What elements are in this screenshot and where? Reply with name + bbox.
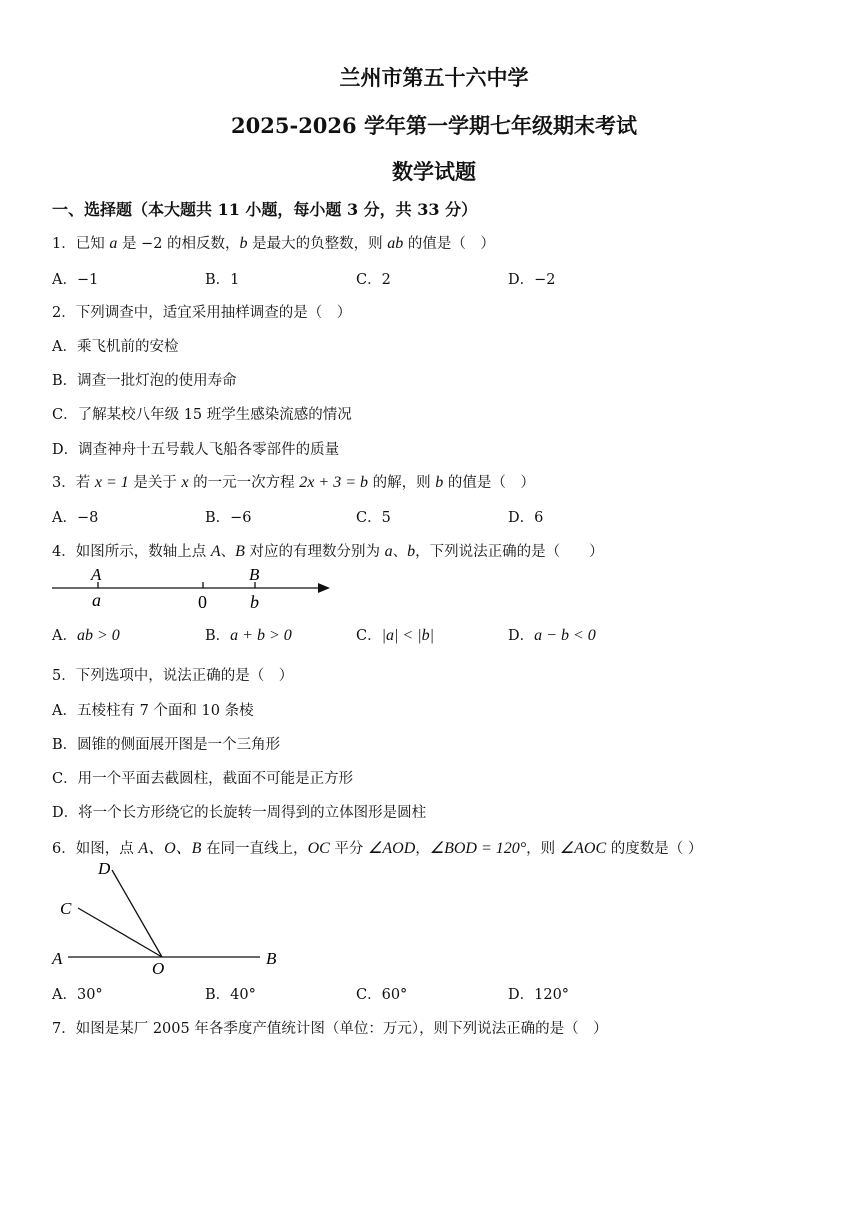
- axis-arrow-icon: [318, 583, 330, 593]
- question-4-option-a: A．ab > 0: [52, 627, 120, 644]
- question-5-option-c: C．用一个平面去截圆柱，截面不可能是正方形: [52, 771, 354, 787]
- label-B: B: [249, 565, 260, 584]
- question-1-option-b: B．1: [205, 272, 240, 288]
- question-3-option-b: B．−6: [205, 510, 252, 526]
- ray-OC: [78, 908, 162, 957]
- question-1-option-c: C．2: [356, 272, 391, 288]
- question-2-option-b: B．调查一批灯泡的使用寿命: [52, 373, 237, 389]
- question-5-stem: 5．下列选项中，说法正确的是（ ）: [52, 668, 294, 684]
- label-O: O: [152, 959, 165, 978]
- question-2-option-c: C．了解某校八年级 15 班学生感染流感的情况: [52, 407, 352, 423]
- label-D: D: [98, 859, 111, 878]
- question-2-stem: 2．下列调查中，适宜采用抽样调查的是（ ）: [52, 305, 352, 321]
- question-4-option-b: B．a + b > 0: [205, 627, 292, 644]
- question-3-option-c: C．5: [356, 510, 391, 526]
- question-7-stem: 7．如图是某厂 2005 年各季度产值统计图（单位：万元），则下列说法正确的是（ ）: [52, 1021, 608, 1037]
- question-4-stem: 4．如图所示，数轴上点 A、B 对应的有理数分别为 a、b，下列说法正确的是（ ）: [52, 543, 604, 560]
- label-zero: 0: [198, 592, 207, 612]
- question-2-option-d: D．调查神舟十五号载人飞船各零部件的质量: [52, 442, 340, 458]
- question-3-option-d: D．6: [508, 510, 544, 526]
- label-A: A: [52, 949, 63, 968]
- question-1-option-d: D．−2: [508, 272, 556, 288]
- question-6-option-d: D．120°: [508, 987, 570, 1003]
- number-line-figure: [48, 562, 338, 616]
- label-C: C: [60, 899, 72, 918]
- question-3-stem: 3．若 x = 1 是关于 x 的一元一次方程 2x + 3 = b 的解，则 b 的值是（ ）: [52, 474, 535, 491]
- school-title: 兰州市第五十六中学: [339, 65, 529, 90]
- question-3-option-a: A．−8: [52, 510, 99, 526]
- label-A: A: [91, 565, 102, 584]
- question-5-option-a: A．五棱柱有 7 个面和 10 条棱: [52, 703, 254, 719]
- question-5-option-d: D．将一个长方形绕它的长旋转一周得到的立体图形是圆柱: [52, 805, 427, 821]
- question-6-option-a: A．30°: [52, 987, 103, 1003]
- question-1-stem: 1．已知 a 是 −2 的相反数，b 是最大的负整数，则 ab 的值是（ ）: [52, 235, 495, 252]
- question-4-option-c: C．|a| < |b|: [356, 627, 434, 644]
- question-1-option-a: A．−1: [52, 272, 99, 288]
- subject-title: 数学试题: [392, 159, 476, 184]
- label-b: b: [250, 592, 259, 612]
- question-5-option-b: B．圆锥的侧面展开图是一个三角形: [52, 737, 281, 753]
- section-title: 一、选择题（本大题共 11 小题，每小题 3 分，共 33 分）: [52, 200, 478, 219]
- label-a: a: [92, 590, 101, 610]
- question-6-option-b: B．40°: [205, 987, 256, 1003]
- question-4-option-d: D．a − b < 0: [508, 627, 596, 644]
- question-6-option-c: C．60°: [356, 987, 408, 1003]
- ray-OD: [112, 870, 162, 957]
- angle-figure: [48, 856, 288, 978]
- question-6-stem: 6．如图，点 A、O、B 在同一直线上，OC 平分 ∠AOD，∠BOD = 120°，则 ∠AOC 的度数是（ ）: [52, 840, 703, 857]
- question-2-option-a: A．乘飞机前的安检: [52, 339, 179, 355]
- exam-title: 2025-2026 学年第一学期七年级期末考试: [231, 113, 637, 138]
- label-B: B: [266, 949, 277, 968]
